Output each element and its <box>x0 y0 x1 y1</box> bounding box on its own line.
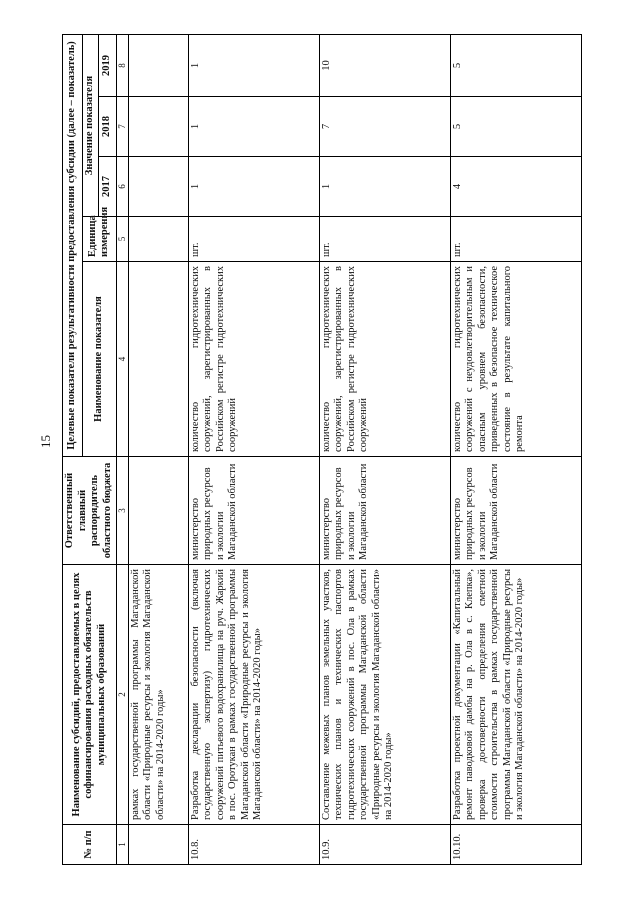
table-row <box>450 35 581 865</box>
column-number: 5 <box>116 217 128 262</box>
row-unit: шт. <box>450 217 581 262</box>
row-unit: шт. <box>319 217 450 262</box>
column-number: 8 <box>116 35 128 97</box>
page-number: 15 <box>38 435 53 448</box>
row-no: 10.9. <box>319 825 450 865</box>
row-indicator: количество гидротехнических сооружений с неудовлетворительным и опасным уровнем безопасности, приведенных в безопасное техническое состояние в результате капитального ремонта <box>450 262 581 457</box>
row-indicator: количество гидротехнических сооружений, зарегистрированных в Российском регистре гидротехнических сооружений <box>188 262 319 457</box>
row-value-2018: 7 <box>319 97 450 157</box>
column-number: 6 <box>116 157 128 217</box>
column-number: 1 <box>116 825 128 865</box>
row-responsible: министерство природных ресурсов и экологии Магаданской области <box>450 457 581 565</box>
table-row <box>128 35 188 865</box>
row-indicator: количество гидротехнических сооружений, зарегистрированных в Российском регистре гидротехнических сооружений <box>319 262 450 457</box>
rotated-table-container <box>62 35 582 865</box>
header-no: № п/п <box>63 825 117 865</box>
row-unit: шт. <box>188 217 319 262</box>
row-no: 10.8. <box>188 825 319 865</box>
row-value-2017 <box>128 157 188 217</box>
row-value-2019: 1 <box>188 35 319 97</box>
row-value-2017: 1 <box>319 157 450 217</box>
table-row <box>319 35 450 865</box>
header-year-2018: 2018 <box>98 97 116 157</box>
row-value-2019 <box>128 35 188 97</box>
table-row <box>188 35 319 865</box>
row-responsible <box>128 457 188 565</box>
header-responsible: Ответственный главный распорядитель областного бюджета <box>63 457 117 565</box>
column-number: 4 <box>116 262 128 457</box>
header-targets: Целевые показатели результативности предоставления субсидии (далее – показатель) <box>63 35 83 457</box>
row-no <box>128 825 188 865</box>
header-values: Значение показателя <box>83 35 99 217</box>
row-value-2019: 5 <box>450 35 581 97</box>
row-subsidy-name: Разработка проектной документации «Капитальный ремонт паводковой дамбы на р. Ола в с. Клепка», проверка достоверности определения сметной стоимости строительства в рамках государственной программы Магаданской области «Природные ресурсы и экология Магаданской области» на 2014-2020 годы» <box>450 565 581 825</box>
row-subsidy-name: рамках государственной программы Магаданской области «Природные ресурсы и экология Магаданской области» на 2014-2020 годы» <box>128 565 188 825</box>
row-value-2019: 10 <box>319 35 450 97</box>
column-number: 2 <box>116 565 128 825</box>
column-number-row <box>116 35 128 865</box>
row-responsible: министерство природных ресурсов и экологии Магаданской области <box>319 457 450 565</box>
row-subsidy-name: Разработка декларации безопасности (включая государственную экспертизу) гидротехнических сооружений питьевого водохранилища на руч. Жаркий в пос. Оротукан в рамках государственной программы Магаданской области «Природные ресурсы и экология Магаданской области» на 2014-2020 годы» <box>188 565 319 825</box>
column-number: 3 <box>116 457 128 565</box>
row-value-2017: 4 <box>450 157 581 217</box>
header-unit: Единица измерения <box>83 217 117 262</box>
row-subsidy-name: Составление межевых планов земельных участков, технических планов и технических паспортов гидротехнических сооружений в пос. Ола в рамках государственной программы Магаданской области «Природные ресурсы и экология Магаданской области» на 2014-2020 годы» <box>319 565 450 825</box>
header-indicator-name: Наименование показателя <box>83 262 117 457</box>
header-year-2019: 2019 <box>98 35 116 97</box>
column-number: 7 <box>116 97 128 157</box>
row-value-2018: 1 <box>188 97 319 157</box>
header-year-2017: 2017 <box>98 157 116 217</box>
row-value-2018 <box>128 97 188 157</box>
row-value-2018: 5 <box>450 97 581 157</box>
subsidy-table <box>62 34 582 865</box>
row-value-2017: 1 <box>188 157 319 217</box>
header-subsidy-name: Наименование субсидий, предоставляемых в целях софинансирования расходных обязательств муниципальных образований <box>63 565 117 825</box>
row-indicator <box>128 262 188 457</box>
row-responsible: министерство природных ресурсов и экологии Магаданской области <box>188 457 319 565</box>
row-unit <box>128 217 188 262</box>
row-no: 10.10. <box>450 825 581 865</box>
